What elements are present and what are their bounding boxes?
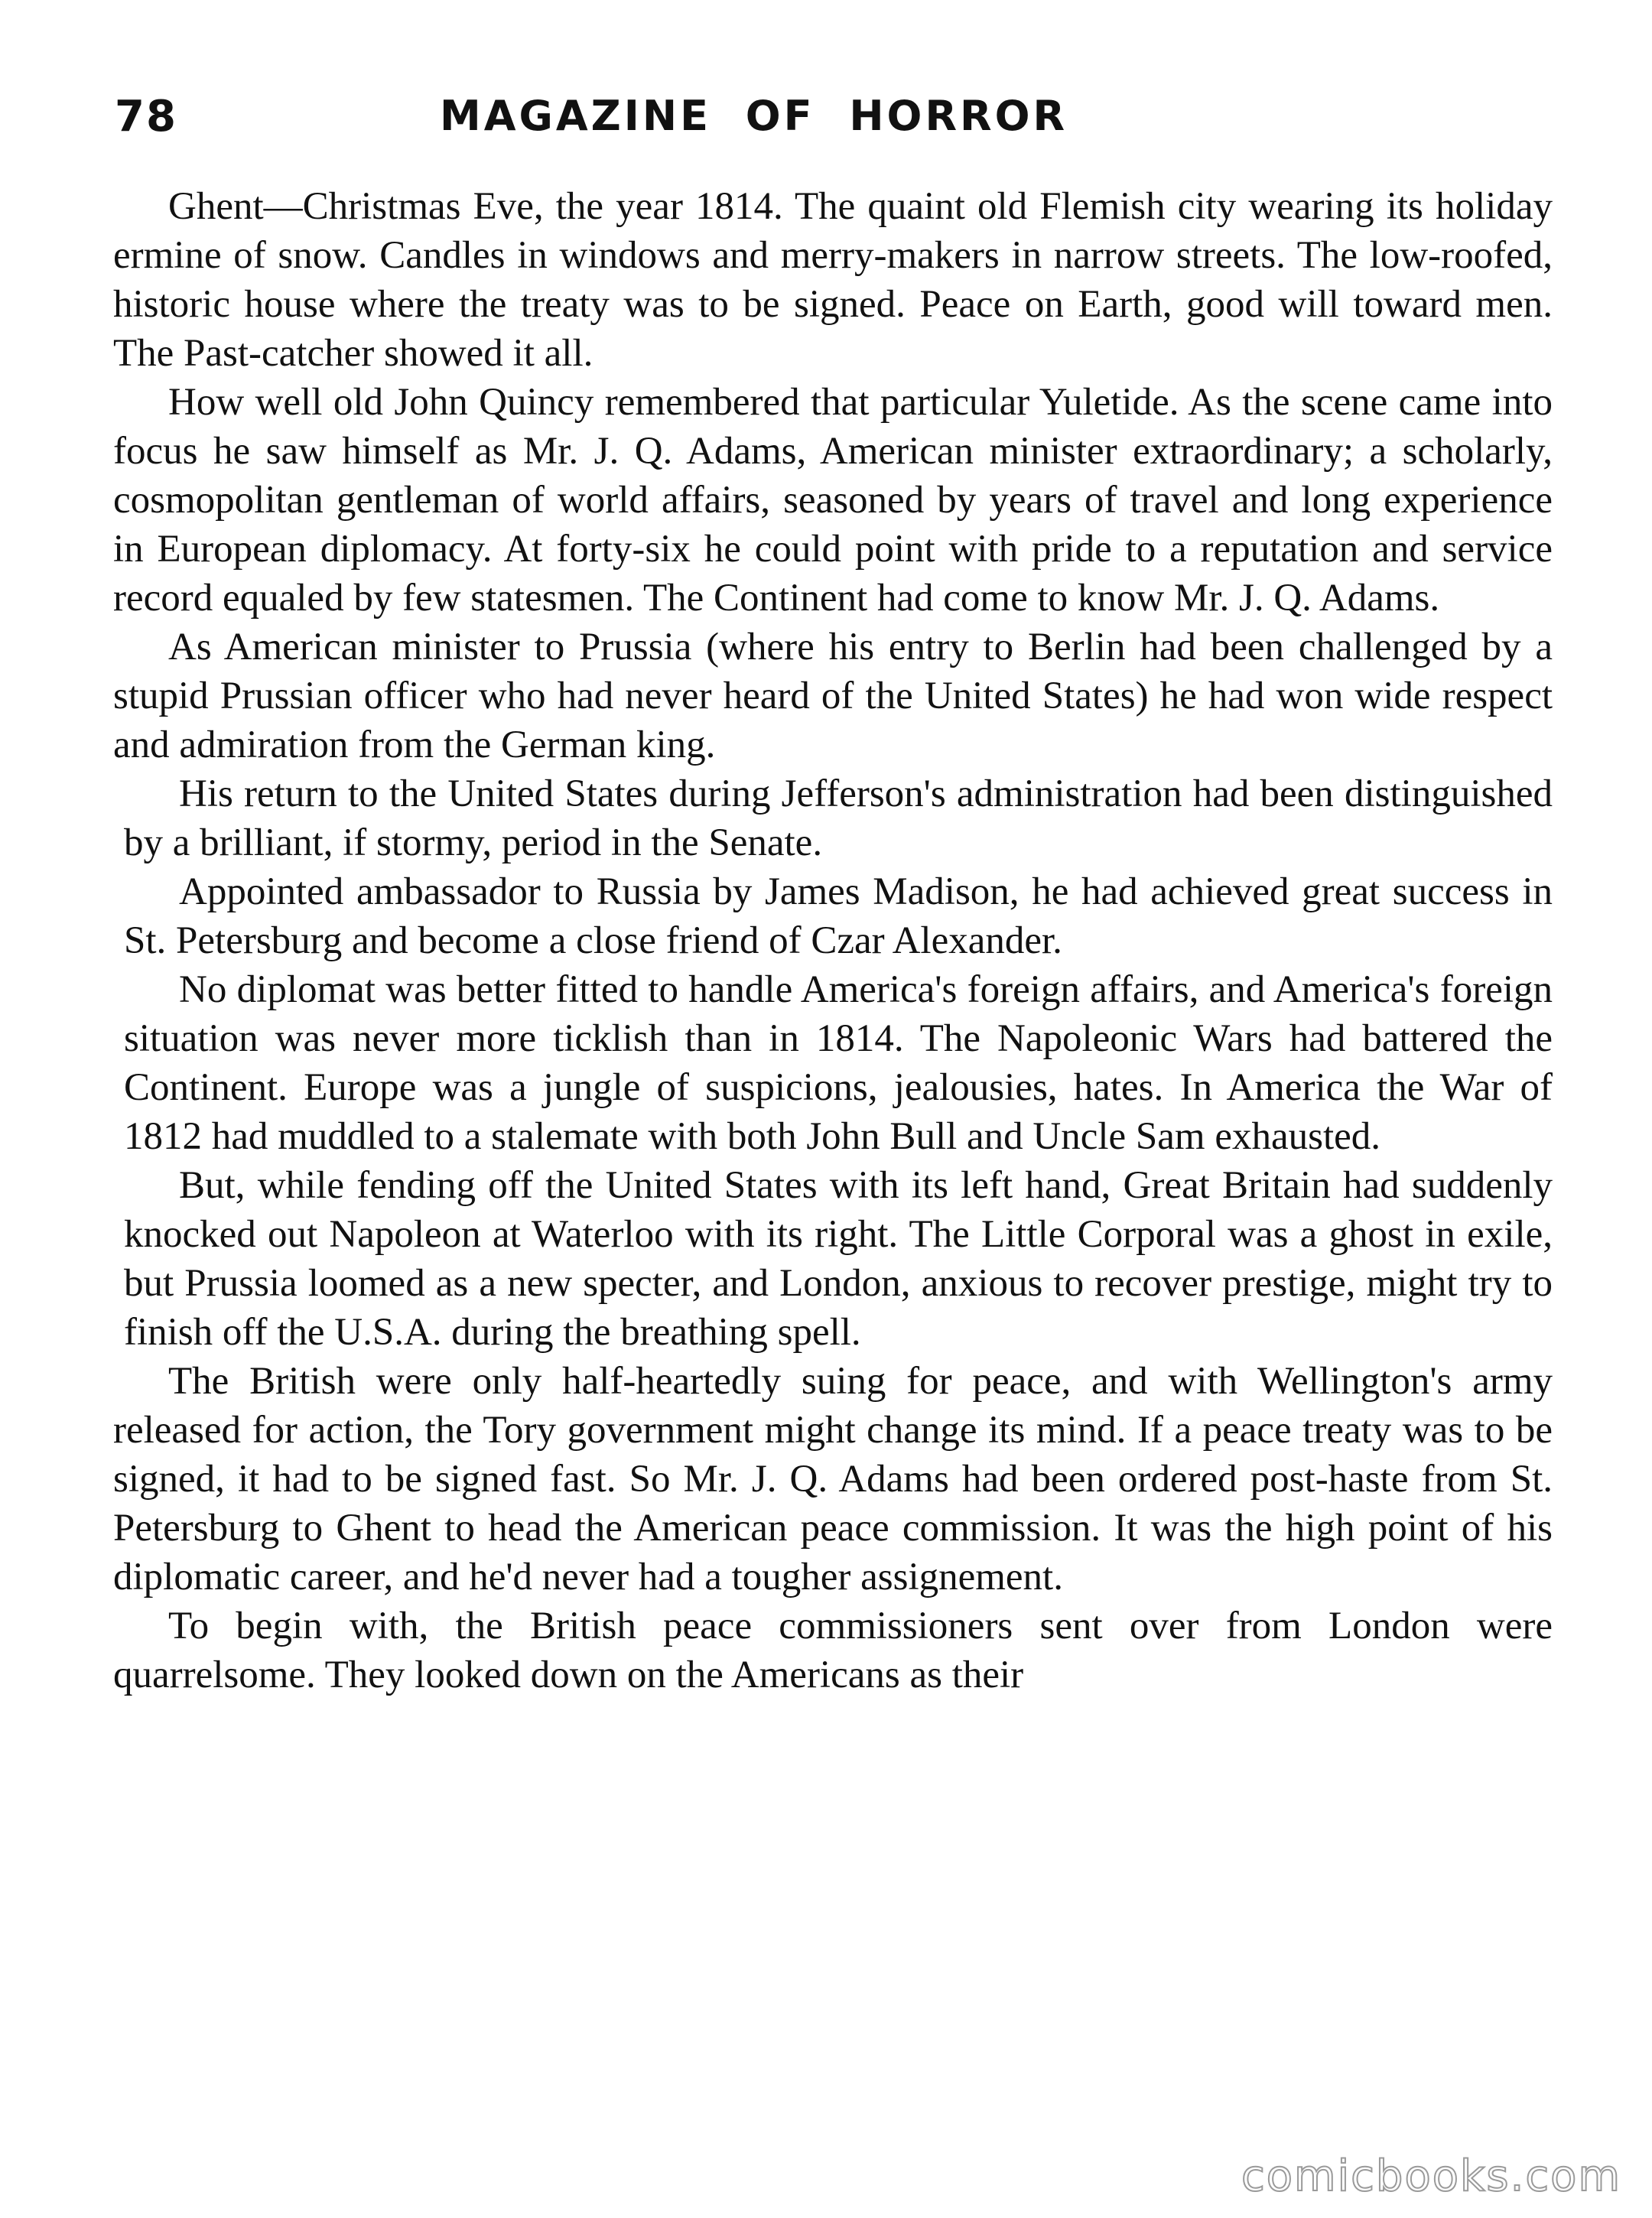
running-head [115, 92, 1553, 168]
paragraph-commissioners: To begin with, the British peace commissioners sent over from London were quarrelsome. They looked down on the Americans as their [113, 1605, 1553, 1696]
paragraph-minister-prussia: As American minister to Prussia (where his entry to Berlin had been challenged by a stupid Prussian officer who had never heard of the United States) he had won wide respect and admiration from the German king. [113, 626, 1553, 766]
watermark-logo: comicbooks.com [1241, 2151, 1621, 2201]
article-body [113, 182, 1553, 1699]
magazine-title: MAGAZINE OF HORROR [440, 92, 1068, 140]
paragraph-russia: Appointed ambassador to Russia by James Madison, he had achieved great success in St. Petersburg and become a close friend of Czar Alexander. [124, 870, 1553, 962]
paragraph-john-quincy: How well old John Quincy remembered that particular Yuletide. As the scene came into focus he saw himself as Mr. J. Q. Adams, American minister extraordinary; a scholarly, cosmopolitan gentleman of world affairs, seasoned by years of travel and long experience in European diplomacy. At forty-six he could point with pride to a reputation and service record equaled by few statesmen. The Continent had come to know Mr. J. Q. Adams. [113, 381, 1553, 620]
paragraph-ghent-christmas-eve: Ghent—Christmas Eve, the year 1814. The quaint old Flemish city wearing its holiday ermine of snow. Candles in windows and merry-makers in narrow streets. The low-roofed, historic house where the treaty was to be signed. Peace on Earth, good will toward men. The Past-catcher showed it all. [113, 185, 1553, 375]
page-number: 78 [115, 92, 177, 141]
paragraph-senate: His return to the United States during Jefferson's administration had been distinguished by a brilliant, if stormy, period in the Senate. [124, 772, 1553, 864]
paragraph-foreign-affairs: No diplomat was better fitted to handle America's foreign affairs, and America's foreign situation was never more ticklish than in 1814. The Napoleonic Wars had battered the Continent. Europe was a jungle of suspicions, jealousies, hates. In America the War of 1812 had muddled to a stalemate with both John Bull and Uncle Sam exhausted. [124, 968, 1553, 1158]
paragraph-british-peace: The British were only half-heartedly suing for peace, and with Wellington's army released for action, the Tory government might change its mind. If a peace treaty was to be signed, it had to be signed fast. So Mr. J. Q. Adams had been ordered post-haste from St. Petersburg to Ghent to head the American peace commission. It was the high point of his diplomatic career, and he'd never had a tougher assignement. [113, 1360, 1553, 1598]
paragraph-great-britain: But, while fending off the United States with its left hand, Great Britain had suddenly knocked out Napoleon at Waterloo with its right. The Little Corporal was a ghost in exile, but Prussia loomed as a new specter, and London, anxious to recover prestige, might try to finish off the U.S.A. during the breathing spell. [124, 1164, 1553, 1354]
